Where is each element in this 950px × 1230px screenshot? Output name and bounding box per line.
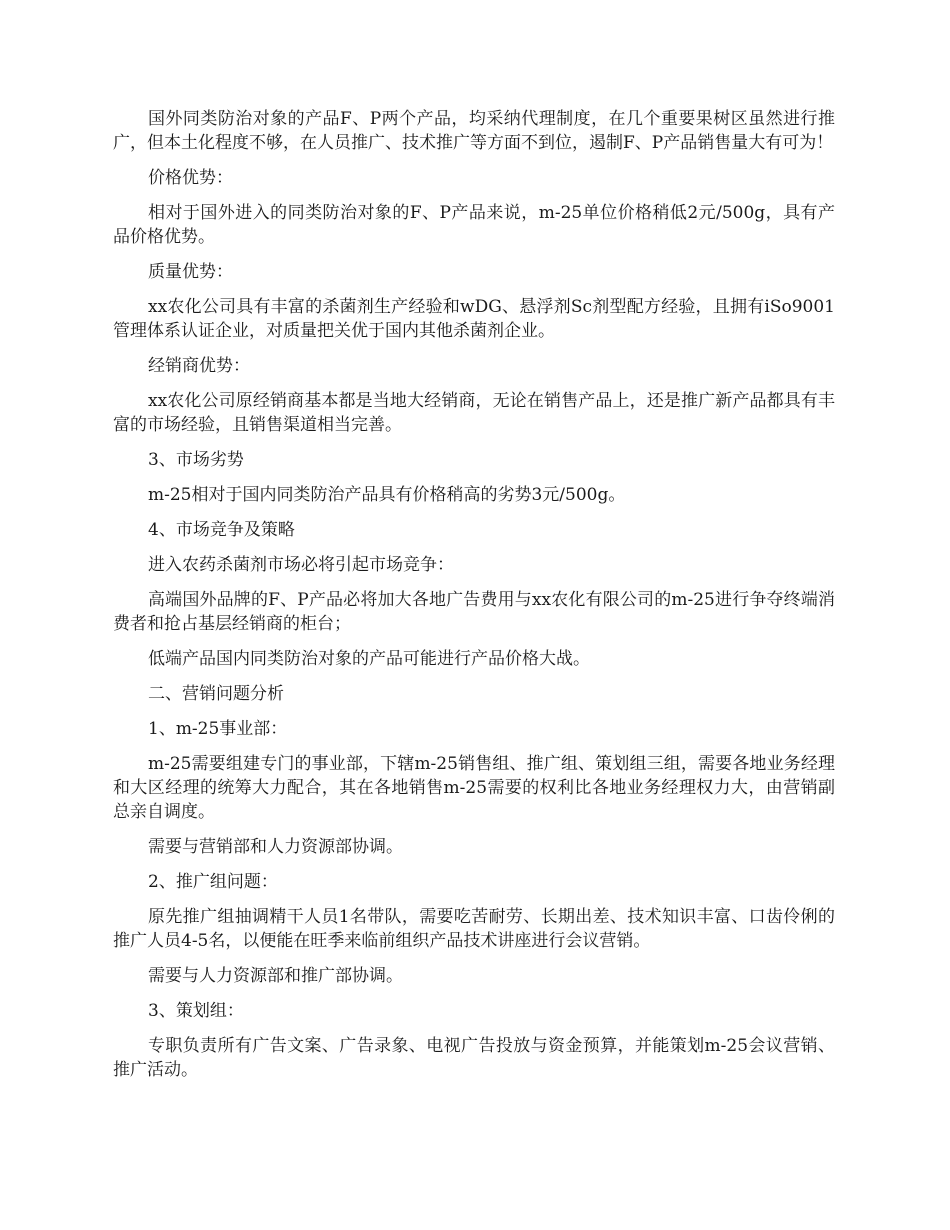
paragraph-business-unit: m-25需要组建专门的事业部，下辖m-25销售组、推广组、策划组三组，需要各地业务经理和大区经理的统筹大力配合，其在各地销售m-25需要的权利比各地业务经理权力大，由营销副总亲自调度。 [113,754,835,822]
paragraph-dealer-advantage: xx农化公司原经销商基本都是当地大经销商，无论在销售产品上，还是推广新产品都具有丰富的市场经验，且销售渠道相当完善。 [113,391,835,435]
paragraph-low-end-competition: 低端产品国内同类防治对象的产品可能进行产品价格大战。 [148,649,590,669]
document-page [113,107,835,1093]
heading-business-unit: 1、m-25事业部： [148,719,288,739]
heading-market-disadvantage: 3、市场劣势 [148,450,244,470]
paragraph-promotion-team: 原先推广组抽调精干人员1名带队，需要吃苦耐劳、长期出差、技术知识丰富、口齿伶俐的推广人员4-5名，以便能在旺季来临前组织产品技术讲座进行会议营销。 [113,907,835,951]
paragraph-market-disadvantage: m-25相对于国内同类防治产品具有价格稍高的劣势3元/500g。 [148,485,626,505]
paragraph-price-advantage: 相对于国外进入的同类防治对象的F、P产品来说，m-25单位价格稍低2元/500g，具有产品价格优势。 [113,203,835,247]
paragraph-high-end-competition: 高端国外品牌的F、P产品必将加大各地广告费用与xx农化有限公司的m-25进行争夺终端消费者和抢占基层经销商的柜台； [113,590,835,634]
heading-promotion-team: 2、推广组问题： [148,872,278,892]
paragraph-business-unit-coordination: 需要与营销部和人力资源部协调。 [148,837,403,857]
heading-quality-advantage: 质量优势： [148,262,233,282]
paragraph-quality-advantage: xx农化公司具有丰富的杀菌剂生产经验和wDG、悬浮剂Sc剂型配方经验，且拥有iSo9001管理体系认证企业，对质量把关优于国内其他杀菌剂企业。 [113,297,835,341]
paragraph-planning-team: 专职负责所有广告文案、广告录象、电视广告投放与资金预算，并能策划m-25会议营销、推广活动。 [113,1036,835,1080]
paragraph-foreign-products: 国外同类防治对象的产品F、P两个产品，均采纳代理制度，在几个重要果树区虽然进行推广，但本土化程度不够，在人员推广、技术推广等方面不到位，遏制F、P产品销售量大有可为！ [113,109,835,153]
paragraph-competition-intro: 进入农药杀菌剂市场必将引起市场竞争： [148,555,454,575]
heading-planning-team: 3、策划组： [148,1001,244,1021]
heading-marketing-problems: 二、营销问题分析 [148,684,284,704]
heading-dealer-advantage: 经销商优势： [148,356,250,376]
heading-competition-strategy: 4、市场竞争及策略 [148,520,295,540]
heading-price-advantage: 价格优势： [148,168,233,188]
paragraph-promotion-coordination: 需要与人力资源部和推广部协调。 [148,966,403,986]
